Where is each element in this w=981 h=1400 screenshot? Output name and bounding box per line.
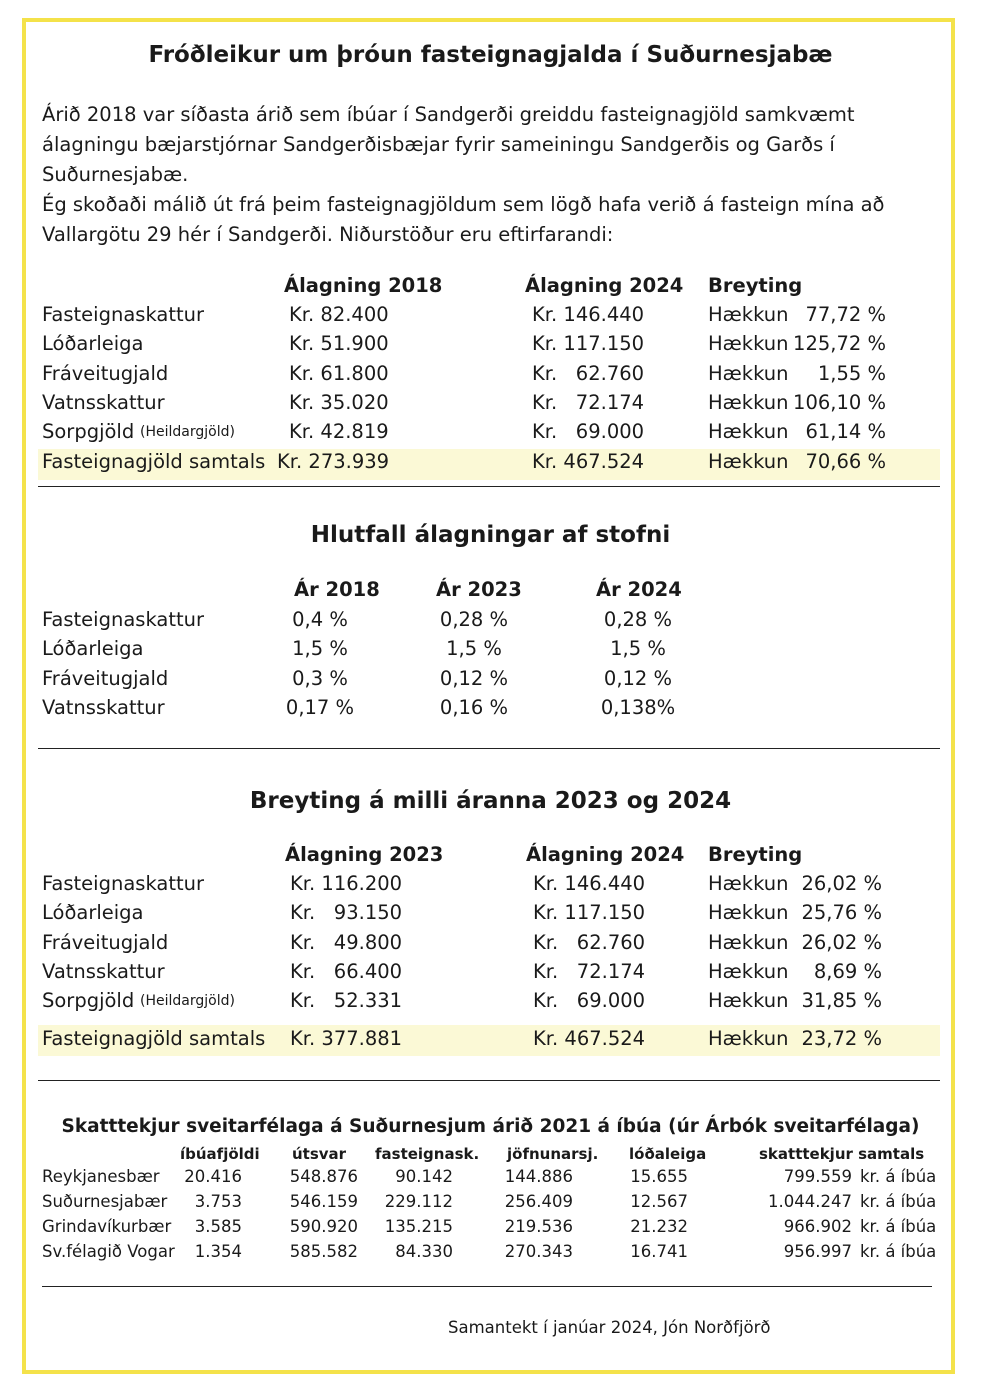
row-label: Fráveitugjald <box>42 666 169 690</box>
amount-2018: Kr. 82.400 <box>289 303 389 326</box>
change-word: Hækkun <box>708 390 789 414</box>
value-2023: 0,12 % <box>439 666 509 690</box>
property-tax: 90.142 <box>395 1167 453 1186</box>
amount-2018: Kr. 35.020 <box>289 390 389 414</box>
total-2023: Kr. 377.881 <box>290 1027 403 1050</box>
amount-2024: Kr. 117.150 <box>532 332 645 356</box>
change-percent: 8,69 % <box>813 959 882 983</box>
row-label: Fráveitugjald <box>42 361 169 385</box>
change-word: Hækkun <box>708 930 789 954</box>
intro-text <box>42 100 922 250</box>
change-word: Hækkun <box>708 901 789 925</box>
change-percent: 31,85 % <box>801 989 882 1013</box>
total-label: Fasteignagjöld samtals <box>42 450 266 473</box>
amount-2023: Kr. 93.150 <box>290 901 403 925</box>
value-2024: 0,28 % <box>603 608 673 631</box>
change-percent: 23,72 % <box>801 1027 882 1050</box>
value-2024: 1,5 % <box>610 637 666 661</box>
row-label: Lóðarleiga <box>42 637 144 661</box>
column-header: Álagning 2023 <box>285 843 444 866</box>
column-header: útsvar <box>292 1145 347 1163</box>
unit-label: kr. á íbúa <box>860 1167 937 1186</box>
amount-2024: Kr. 146.440 <box>532 303 645 326</box>
column-header: Álagning 2024 <box>525 274 684 297</box>
population: 1.354 <box>194 1242 242 1261</box>
row-label: Sorpgjöld <box>42 989 135 1013</box>
row-label: Lóðarleiga <box>42 901 144 925</box>
unit-label: kr. á íbúa <box>860 1217 937 1236</box>
amount-2023: Kr. 116.200 <box>290 872 403 895</box>
divider <box>42 1286 932 1287</box>
value-2018: 0,3 % <box>292 666 348 690</box>
municipality-name: Suðurnesjabær <box>42 1192 168 1211</box>
total-2024: Kr. 467.524 <box>533 1027 646 1050</box>
amount-2023: Kr. 49.800 <box>290 930 403 954</box>
change-percent: 1,55 % <box>817 361 886 385</box>
property-tax: 135.215 <box>384 1217 453 1236</box>
change-percent: 106,10 % <box>793 390 886 414</box>
income-tax: 590.920 <box>289 1217 358 1236</box>
income-tax: 548.876 <box>289 1167 358 1186</box>
column-header: Álagning 2018 <box>284 274 443 297</box>
column-header: Breyting <box>708 843 803 866</box>
change-word: Hækkun <box>708 959 789 983</box>
value-2024: 0,138% <box>600 695 676 719</box>
section3-title: Breyting á milli áranna 2023 og 2024 <box>249 788 732 814</box>
change-percent: 125,72 % <box>793 332 886 356</box>
row-label: Fráveitugjald <box>42 930 169 954</box>
column-header: jöfnunarsj. <box>507 1145 599 1163</box>
row-label: Lóðarleiga <box>42 332 144 356</box>
column-header: Ár 2024 <box>596 578 682 601</box>
tax-total: 1.044.247 <box>768 1192 852 1211</box>
tax-total: 799.559 <box>783 1167 852 1186</box>
change-percent: 26,02 % <box>801 872 882 895</box>
intro-paragraph-1: Árið 2018 var síðasta árið sem íbúar í Sandgerði greiddu fasteignagjöld samkvæmt álagningu bæjarstjórnar Sandgerðisbæjar fyrir sameiningu Sandgerðis og Garðs í Suðurnesjabæ. <box>42 103 855 186</box>
income-tax: 546.159 <box>289 1192 358 1211</box>
column-header: Ár 2018 <box>294 578 380 601</box>
value-2023: 1,5 % <box>446 637 502 661</box>
amount-2023: Kr. 66.400 <box>290 959 403 983</box>
tax-total: 956.997 <box>783 1242 852 1261</box>
equalization-fund: 144.886 <box>504 1167 573 1186</box>
row-label: Vatnsskattur <box>42 695 165 719</box>
property-tax: 229.112 <box>384 1192 453 1211</box>
value-2018: 1,5 % <box>292 637 348 661</box>
amount-2024: Kr. 146.440 <box>533 872 646 895</box>
amount-2018: Kr. 61.800 <box>289 361 389 385</box>
value-2024: 0,12 % <box>603 666 673 690</box>
population: 20.416 <box>184 1167 242 1186</box>
property-tax: 84.330 <box>395 1242 453 1261</box>
total-2018: Kr. 273.939 <box>277 450 390 473</box>
change-word: Hækkun <box>708 1027 789 1050</box>
row-label: Sorpgjöld <box>42 420 135 444</box>
change-word: Hækkun <box>708 450 789 473</box>
unit-label: kr. á íbúa <box>860 1242 937 1261</box>
tax-total: 966.902 <box>783 1217 852 1236</box>
column-header: íbúafjöldi <box>180 1145 260 1163</box>
column-header: Álagning 2024 <box>526 843 685 866</box>
equalization-fund: 256.409 <box>504 1192 573 1211</box>
column-header: fasteignask. <box>375 1145 480 1163</box>
change-percent: 70,66 % <box>805 450 886 473</box>
section4-title: Skatttekjur sveitarfélaga á Suðurnesjum árið 2021 á íbúa (úr Árbók sveitarfélaga) <box>61 1116 920 1137</box>
divider <box>38 486 940 487</box>
change-word: Hækkun <box>708 332 789 356</box>
change-percent: 26,02 % <box>801 930 882 954</box>
footer-signature: Samantekt í janúar 2024, Jón Norðfjörð <box>448 1318 771 1337</box>
row-note: (Heildargjöld) <box>140 993 235 1010</box>
change-percent: 61,14 % <box>805 420 886 444</box>
column-header: skatttekjur samtals <box>759 1145 925 1163</box>
row-label: Vatnsskattur <box>42 959 165 983</box>
amount-2024: Kr. 117.150 <box>533 901 646 925</box>
divider <box>38 748 940 749</box>
row-label: Fasteignaskattur <box>42 608 205 631</box>
amount-2024: Kr. 72.174 <box>533 959 646 983</box>
amount-2024: Kr. 62.760 <box>533 930 646 954</box>
land-lease: 21.232 <box>630 1217 688 1236</box>
row-label: Vatnsskattur <box>42 390 165 414</box>
amount-2024: Kr. 72.174 <box>532 390 645 414</box>
municipality-name: Sv.félagið Vogar <box>42 1242 175 1261</box>
change-word: Hækkun <box>708 303 789 326</box>
column-header: Ár 2023 <box>436 578 522 601</box>
row-note: (Heildargjöld) <box>140 424 235 441</box>
equalization-fund: 270.343 <box>504 1242 573 1261</box>
column-header: lóðaleiga <box>629 1145 707 1163</box>
equalization-fund: 219.536 <box>504 1217 573 1236</box>
value-2018: 0,17 % <box>285 695 355 719</box>
municipality-name: Grindavíkurbær <box>42 1217 172 1236</box>
total-2024: Kr. 467.524 <box>532 450 645 473</box>
intro-paragraph-2: Ég skoðaði málið út frá þeim fasteignagjöldum sem lögð hafa verið á fasteign mína að Vallargötu 29 hér í Sandgerði. Niðurstöður eru eftirfarandi: <box>42 193 885 246</box>
land-lease: 12.567 <box>630 1192 688 1211</box>
unit-label: kr. á íbúa <box>860 1192 937 1211</box>
divider <box>38 1080 940 1081</box>
land-lease: 16.741 <box>630 1242 688 1261</box>
land-lease: 15.655 <box>630 1167 688 1186</box>
population: 3.753 <box>194 1192 242 1211</box>
change-word: Hækkun <box>708 872 789 895</box>
amount-2024: Kr. 69.000 <box>532 420 645 444</box>
page-title: Fróðleikur um þróun fasteignagjalda í Suðurnesjabæ <box>148 42 833 68</box>
section2-title: Hlutfall álagningar af stofni <box>310 522 671 548</box>
population: 3.585 <box>194 1217 242 1236</box>
row-label: Fasteignaskattur <box>42 303 205 326</box>
value-2018: 0,4 % <box>292 608 348 631</box>
value-2023: 0,28 % <box>439 608 509 631</box>
change-percent: 25,76 % <box>801 901 882 925</box>
amount-2024: Kr. 69.000 <box>533 989 646 1013</box>
row-label: Fasteignaskattur <box>42 872 205 895</box>
change-percent: 77,72 % <box>805 303 886 326</box>
change-word: Hækkun <box>708 989 789 1013</box>
income-tax: 585.582 <box>289 1242 358 1261</box>
total-label: Fasteignagjöld samtals <box>42 1027 266 1050</box>
amount-2023: Kr. 52.331 <box>290 989 403 1013</box>
change-word: Hækkun <box>708 420 789 444</box>
municipality-name: Reykjanesbær <box>42 1167 160 1186</box>
amount-2018: Kr. 51.900 <box>289 332 389 356</box>
amount-2018: Kr. 42.819 <box>289 420 389 444</box>
column-header: Breyting <box>708 274 803 297</box>
value-2023: 0,16 % <box>439 695 509 719</box>
amount-2024: Kr. 62.760 <box>532 361 645 385</box>
change-word: Hækkun <box>708 361 789 385</box>
